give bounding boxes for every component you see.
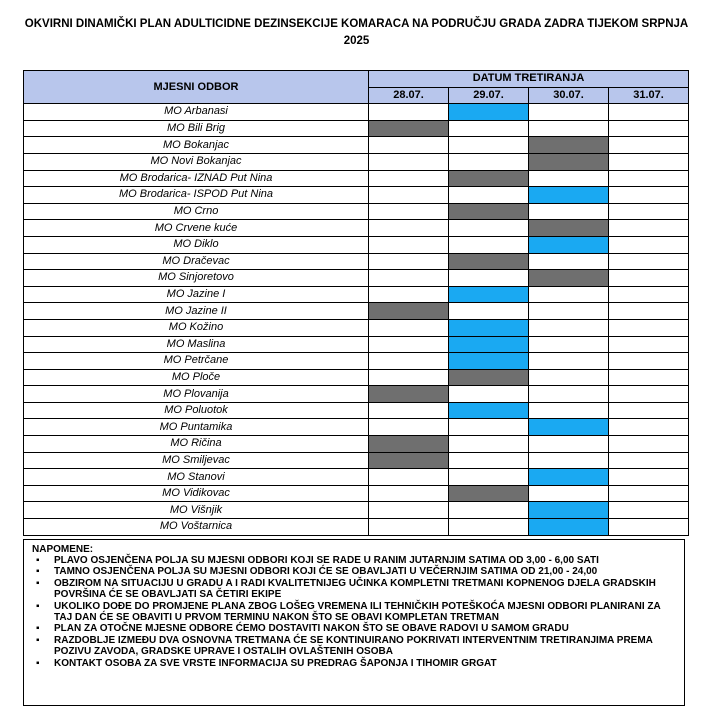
treatment-cell-evening — [529, 220, 609, 237]
treatment-cell-empty — [609, 469, 689, 486]
treatment-cell-empty — [369, 519, 449, 536]
treatment-cell-evening — [529, 137, 609, 154]
treatment-cell-empty — [369, 319, 449, 336]
table-row — [24, 419, 689, 436]
mjesni-odbor-name: MO Crvene kuće — [24, 220, 369, 237]
treatment-cell-empty — [449, 436, 529, 453]
treatment-cell-empty — [529, 353, 609, 370]
bullet-icon: ▪ — [36, 634, 40, 646]
mjesni-odbor-name: MO Plovanija — [24, 386, 369, 403]
mjesni-odbor-name: MO Vidikovac — [24, 485, 369, 502]
treatment-cell-morning — [529, 502, 609, 519]
treatment-cell-empty — [449, 236, 529, 253]
treatment-cell-empty — [609, 187, 689, 204]
table-row — [24, 153, 689, 170]
date-header: 31.07. — [609, 87, 689, 104]
note-text: PLAN ZA OTOČNE MJESNE ODBORE ĆEMO DOSTAVITI NAKON ŠTO SE OBAVE RADOVI U SAMOM GRADU — [54, 623, 569, 635]
treatment-cell-empty — [369, 502, 449, 519]
mjesni-odbor-name: MO Ploče — [24, 369, 369, 386]
treatment-cell-empty — [369, 369, 449, 386]
treatment-cell-empty — [369, 236, 449, 253]
date-header: 30.07. — [529, 87, 609, 104]
treatment-cell-empty — [369, 286, 449, 303]
treatment-cell-empty — [609, 502, 689, 519]
table-row — [24, 369, 689, 386]
notes-list — [32, 555, 672, 669]
treatment-cell-empty — [609, 353, 689, 370]
note-text: TAMNO OSJENČENA POLJA SU MJESNI ODBORI KOJI ĆE SE OBAVLJATI U VEČERNJIM SATIMA OD 21,00 - 24,00 — [54, 566, 598, 578]
treatment-cell-morning — [449, 353, 529, 370]
treatment-cell-morning — [529, 187, 609, 204]
table-row — [24, 104, 689, 121]
bullet-icon: ▪ — [36, 657, 40, 669]
treatment-cell-evening — [449, 253, 529, 270]
treatment-cell-empty — [529, 253, 609, 270]
treatment-cell-evening — [369, 436, 449, 453]
notes-box — [23, 539, 685, 706]
table-row — [24, 253, 689, 270]
table-row — [24, 236, 689, 253]
treatment-cell-empty — [449, 137, 529, 154]
treatment-cell-empty — [609, 519, 689, 536]
treatment-cell-evening — [369, 386, 449, 403]
treatment-cell-empty — [529, 386, 609, 403]
mjesni-odbor-name: MO Brodarica- ISPOD Put Nina — [24, 187, 369, 204]
treatment-cell-empty — [529, 402, 609, 419]
treatment-cell-empty — [449, 153, 529, 170]
mjesni-odbor-name: MO Višnjik — [24, 502, 369, 519]
treatment-cell-empty — [609, 336, 689, 353]
bullet-icon: ▪ — [36, 577, 40, 589]
treatment-cell-empty — [369, 253, 449, 270]
mjesni-odbor-name: MO Arbanasi — [24, 104, 369, 121]
treatment-cell-empty — [529, 319, 609, 336]
table-header-row — [24, 71, 689, 88]
treatment-cell-empty — [529, 336, 609, 353]
treatment-plan-table — [23, 70, 689, 536]
table-row — [24, 203, 689, 220]
table-row — [24, 170, 689, 187]
treatment-cell-empty — [529, 369, 609, 386]
treatment-cell-empty — [529, 120, 609, 137]
treatment-cell-empty — [609, 270, 689, 287]
table-row — [24, 270, 689, 287]
treatment-cell-empty — [609, 485, 689, 502]
note-text: PLAVO OSJENČENA POLJA SU MJESNI ODBORI KOJI SE RADE U RANIM JUTARNJIM SATIMA OD 3,00 - 6,00 SATI — [54, 555, 599, 566]
bullet-icon: ▪ — [36, 600, 40, 612]
treatment-cell-empty — [369, 187, 449, 204]
treatment-cell-morning — [449, 104, 529, 121]
document-title: OKVIRNI DINAMIČKI PLAN ADULTICIDNE DEZINSEKCIJE KOMARACA NA PODRUČJU GRADA ZADRA TIJEKOM SRPNJA — [24, 18, 689, 30]
treatment-cell-empty — [609, 220, 689, 237]
mjesni-odbor-name: MO Smiljevac — [24, 452, 369, 469]
treatment-cell-empty — [369, 353, 449, 370]
table-row — [24, 519, 689, 536]
note-item — [32, 601, 672, 624]
treatment-cell-morning — [529, 519, 609, 536]
mjesni-odbor-name: MO Bokanjac — [24, 137, 369, 154]
treatment-cell-empty — [369, 153, 449, 170]
note-item — [32, 555, 672, 566]
treatment-cell-empty — [609, 236, 689, 253]
treatment-cell-empty — [449, 419, 529, 436]
treatment-cell-evening — [449, 369, 529, 386]
mjesni-odbor-name: MO Jazine I — [24, 286, 369, 303]
mjesni-odbor-name: MO Puntamika — [24, 419, 369, 436]
treatment-cell-empty — [449, 220, 529, 237]
table-row — [24, 436, 689, 453]
treatment-cell-empty — [369, 336, 449, 353]
note-item — [32, 578, 672, 601]
treatment-cell-evening — [529, 153, 609, 170]
treatment-cell-empty — [449, 187, 529, 204]
treatment-cell-empty — [369, 402, 449, 419]
mjesni-odbor-name: MO Stanovi — [24, 469, 369, 486]
treatment-cell-morning — [529, 236, 609, 253]
treatment-cell-empty — [529, 203, 609, 220]
treatment-cell-morning — [449, 319, 529, 336]
bullet-icon: ▪ — [36, 623, 40, 635]
table-row — [24, 469, 689, 486]
mjesni-odbor-name: MO Diklo — [24, 236, 369, 253]
treatment-cell-empty — [609, 253, 689, 270]
table-row — [24, 353, 689, 370]
mjesni-odbor-name: MO Maslina — [24, 336, 369, 353]
treatment-cell-empty — [609, 436, 689, 453]
treatment-cell-empty — [609, 369, 689, 386]
note-text: UKOLIKO DOĐE DO PROMJENE PLANA ZBOG LOŠEG VREMENA ILI TEHNIČKIH POTEŠKOĆA MJESNI ODBORI PLANIRANI ZA TAJ DAN ĆE SE OBAVITI U PRVOM TERMINU NAKON ŠTO SE OBAVI KOMPLETAN TRETMAN — [54, 600, 661, 624]
treatment-cell-empty — [609, 402, 689, 419]
treatment-cell-empty — [529, 485, 609, 502]
treatment-cell-empty — [609, 137, 689, 154]
note-text: KONTAKT OSOBA ZA SVE VRSTE INFORMACIJA SU PREDRAG ŠAPONJA I TIHOMIR GRGAT — [54, 657, 497, 669]
mjesni-odbor-name: MO Jazine II — [24, 303, 369, 320]
mjesni-odbor-name: MO Bili Brig — [24, 120, 369, 137]
treatment-cell-empty — [369, 485, 449, 502]
treatment-cell-morning — [449, 336, 529, 353]
table-row — [24, 120, 689, 137]
mjesni-odbor-name: MO Crno — [24, 203, 369, 220]
treatment-cell-morning — [449, 286, 529, 303]
note-item — [32, 635, 672, 658]
treatment-cell-evening — [449, 203, 529, 220]
table-row — [24, 502, 689, 519]
treatment-cell-empty — [449, 120, 529, 137]
treatment-cell-evening — [529, 270, 609, 287]
treatment-cell-empty — [369, 469, 449, 486]
table-row — [24, 386, 689, 403]
treatment-cell-evening — [449, 485, 529, 502]
treatment-cell-empty — [609, 203, 689, 220]
treatment-cell-empty — [369, 270, 449, 287]
table-row — [24, 319, 689, 336]
treatment-cell-evening — [369, 452, 449, 469]
treatment-cell-empty — [529, 303, 609, 320]
treatment-cell-empty — [609, 303, 689, 320]
document-title-year: 2025 — [343, 35, 370, 47]
table-row — [24, 402, 689, 419]
treatment-cell-empty — [449, 270, 529, 287]
note-text: RAZDOBLJE IZMEĐU DVA OSNOVNA TRETMANA ĆE SE KONTINUIRANO POKRIVATI INTERVENTNIM TRETIRANJIMA PREMA POZIVU ZAVODA, GRADSKE UPRAVE I OSTALIH OVLAŠTENIH OSOBA — [54, 634, 653, 658]
mjesni-odbor-name: MO Ričina — [24, 436, 369, 453]
treatment-cell-evening — [449, 170, 529, 187]
table-row — [24, 485, 689, 502]
date-header: 28.07. — [369, 87, 449, 104]
treatment-cell-empty — [449, 386, 529, 403]
treatment-cell-empty — [529, 170, 609, 187]
note-item — [32, 566, 672, 577]
mjesni-odbor-name: MO Dračevac — [24, 253, 369, 270]
treatment-cell-evening — [369, 120, 449, 137]
treatment-cell-evening — [369, 303, 449, 320]
mjesni-odbor-name: MO Brodarica- IZNAD Put Nina — [24, 170, 369, 187]
mjesni-odbor-name: MO Voštarnica — [24, 519, 369, 536]
treatment-cell-empty — [369, 419, 449, 436]
date-header: 29.07. — [449, 87, 529, 104]
mjesni-odbor-name: MO Sinjoretovo — [24, 270, 369, 287]
mjesni-odbor-name: MO Novi Bokanjac — [24, 153, 369, 170]
treatment-cell-morning — [529, 469, 609, 486]
notes-title: NAPOMENE: — [32, 544, 94, 555]
table-row — [24, 286, 689, 303]
treatment-cell-empty — [609, 104, 689, 121]
table-body — [24, 104, 689, 535]
treatment-cell-morning — [449, 402, 529, 419]
note-item — [32, 623, 672, 634]
table-row — [24, 336, 689, 353]
treatment-cell-empty — [449, 303, 529, 320]
treatment-cell-empty — [369, 220, 449, 237]
treatment-cell-empty — [449, 502, 529, 519]
treatment-cell-empty — [449, 452, 529, 469]
treatment-cell-empty — [609, 120, 689, 137]
treatment-cell-empty — [529, 452, 609, 469]
treatment-cell-empty — [529, 286, 609, 303]
treatment-cell-empty — [609, 386, 689, 403]
treatment-cell-empty — [369, 170, 449, 187]
treatment-cell-empty — [609, 319, 689, 336]
note-text: OBZIROM NA SITUACIJU U GRADU A I RADI KVALITETNIJEG UČINKA KOMPLETNI TRETMANI KOPNENOG DJELA GRADSKIH POVRŠINA ĆE SE OBAVLJATI SA ČETIRI EKIPE — [54, 577, 656, 601]
treatment-cell-empty — [369, 104, 449, 121]
treatment-cell-empty — [609, 170, 689, 187]
treatment-cell-empty — [529, 104, 609, 121]
column-header-datum-tretiranja: DATUM TRETIRANJA — [369, 71, 689, 88]
table-row — [24, 303, 689, 320]
mjesni-odbor-name: MO Poluotok — [24, 402, 369, 419]
treatment-cell-empty — [369, 137, 449, 154]
table-row — [24, 187, 689, 204]
treatment-cell-morning — [529, 419, 609, 436]
note-item — [32, 658, 672, 669]
bullet-icon: ▪ — [36, 566, 40, 578]
treatment-cell-empty — [609, 153, 689, 170]
mjesni-odbor-name: MO Petrčane — [24, 353, 369, 370]
treatment-cell-empty — [609, 286, 689, 303]
treatment-cell-empty — [449, 469, 529, 486]
mjesni-odbor-name: MO Kožino — [24, 319, 369, 336]
table-row — [24, 137, 689, 154]
treatment-cell-empty — [529, 436, 609, 453]
treatment-cell-empty — [609, 452, 689, 469]
treatment-cell-empty — [609, 419, 689, 436]
table-row — [24, 220, 689, 237]
treatment-cell-empty — [369, 203, 449, 220]
column-header-mjesni-odbor: MJESNI ODBOR — [24, 71, 369, 104]
treatment-cell-empty — [449, 519, 529, 536]
bullet-icon: ▪ — [36, 555, 40, 566]
table-row — [24, 452, 689, 469]
